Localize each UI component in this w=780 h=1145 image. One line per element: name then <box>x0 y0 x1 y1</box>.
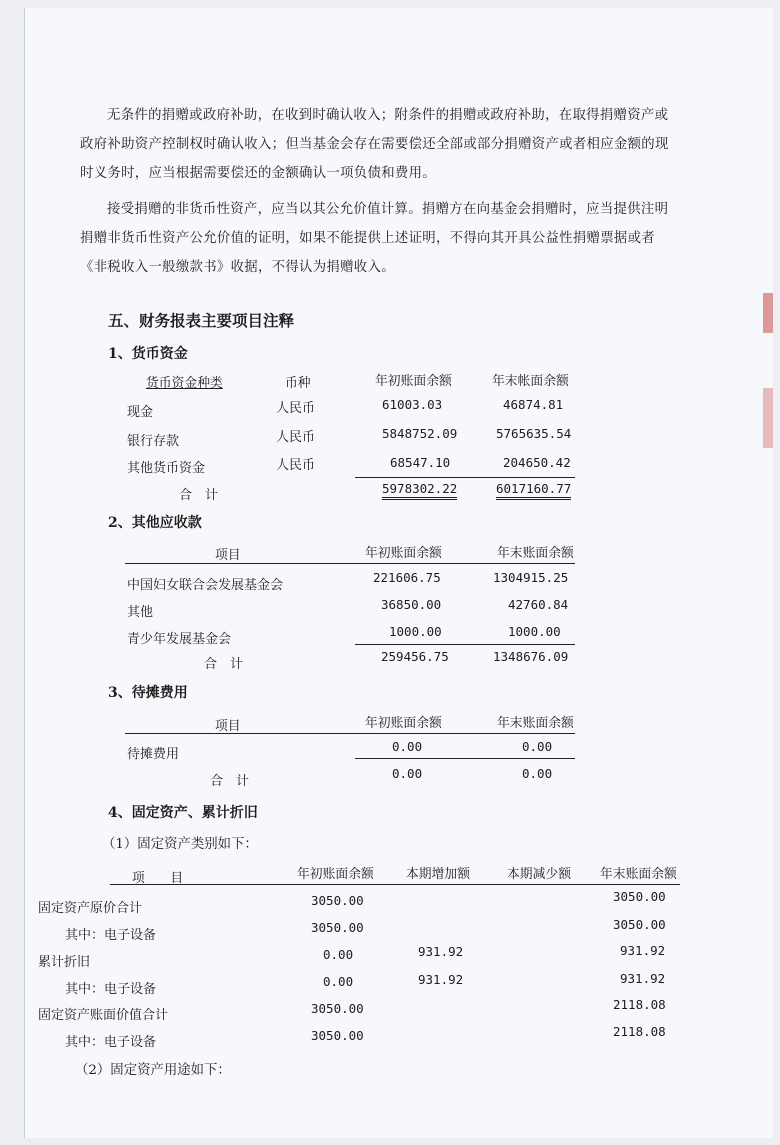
prepaid-total-begin: 0.00 <box>392 766 423 781</box>
receivable-header-end: 年末账面余额 <box>497 546 574 561</box>
intro-paragraph-1: 无条件的捐赠或政府补助，在收到时确认收入；附条件的捐赠或政府补助，在取得捐赠资产或政府补助资产控制权时确认收入；但当基金会存在需要偿还全部或部分捐赠资产或者相应金额的现时义务时，应当根据需要偿还的金额确认一项负债和费用。 <box>80 108 669 181</box>
prepaid-header-rule <box>125 733 575 734</box>
cash-row-type: 其他货币资金 <box>127 461 206 476</box>
fixed-row-end: 2118.08 <box>613 1024 666 1039</box>
cash-header-end: 年末帐面余额 <box>492 374 569 389</box>
receivable-header-begin: 年初账面余额 <box>365 546 442 561</box>
fixed-row-begin: 3050.00 <box>311 1028 364 1043</box>
fixed-row-end: 931.92 <box>620 943 666 958</box>
cash-row-begin: 68547.10 <box>390 455 451 470</box>
prepaid-row-begin: 0.00 <box>392 739 423 754</box>
receivable-row-item: 中国妇女联合会发展基金会 <box>127 578 284 593</box>
receivable-row-end: 1000.00 <box>508 624 561 639</box>
fixed-header-rule <box>110 884 680 885</box>
fixed-header-begin: 年初账面余额 <box>297 867 374 882</box>
fixed-header-add: 本期增加额 <box>406 867 470 882</box>
receivable-row-begin: 36850.00 <box>381 597 442 612</box>
fixed-row-begin: 0.00 <box>323 947 354 962</box>
fixed-row-item: 其中：电子设备 <box>65 928 157 943</box>
fixed-row-begin: 3050.00 <box>311 920 364 935</box>
receivable-row-end: 1304915.25 <box>493 570 569 585</box>
prepaid-row-item: 待摊费用 <box>127 747 180 762</box>
receivable-row-begin: 221606.75 <box>373 570 441 585</box>
fixed-subtitle-2: （2）固定资产用途如下： <box>75 1063 231 1078</box>
fixed-row-end: 931.92 <box>620 971 666 986</box>
intro-paragraph-2: 接受捐赠的非货币性资产，应当以其公允价值计算。捐赠方在向基金会捐赠时，应当提供注明捐赠非货币性资产公允价值的证明，如果不能提供上述证明，不得向其开具公益性捐赠票据或者《非税收入一般缴款书》收据，不得认为捐赠收入。 <box>80 202 669 275</box>
prepaid-title: 3、待摊费用 <box>108 685 188 701</box>
cash-row-end: 5765635.54 <box>496 426 572 441</box>
cash-row-currency: 人民币 <box>276 401 316 416</box>
prepaid-header-end: 年末账面余额 <box>497 716 574 731</box>
fixed-row-begin: 3050.00 <box>311 893 364 908</box>
fixed-row-item: 固定资产原价合计 <box>38 901 143 916</box>
fixed-title: 4、固定资产、累计折旧 <box>108 805 258 821</box>
fixed-row-item: 累计折旧 <box>38 955 91 970</box>
cash-row-type: 现金 <box>127 405 154 420</box>
cash-total-end: 6017160.77 <box>496 481 571 500</box>
cash-header-currency: 币种 <box>285 376 311 391</box>
fixed-row-end: 3050.00 <box>613 889 666 904</box>
cash-total-begin: 5978302.22 <box>382 481 457 500</box>
fixed-header-item: 项 目 <box>132 871 184 886</box>
cash-header-begin: 年初账面余额 <box>375 374 452 389</box>
stamp-mark <box>763 388 773 448</box>
cash-row-type: 银行存款 <box>127 434 180 449</box>
receivable-row-item: 青少年发展基金会 <box>127 632 232 647</box>
prepaid-header-item: 项目 <box>215 719 241 734</box>
fixed-row-begin: 3050.00 <box>311 1001 364 1016</box>
receivable-title: 2、其他应收款 <box>108 515 202 531</box>
cash-row-end: 46874.81 <box>503 397 564 412</box>
prepaid-header-begin: 年初账面余额 <box>365 716 442 731</box>
prepaid-total-rule <box>355 758 575 759</box>
fixed-row-end: 2118.08 <box>613 997 666 1012</box>
cash-row-begin: 5848752.09 <box>382 426 458 441</box>
cash-row-currency: 人民币 <box>276 458 316 473</box>
fixed-row-item: 固定资产账面价值合计 <box>38 1008 169 1023</box>
cash-header-type: 货币资金种类 <box>146 376 223 391</box>
receivable-row-begin: 1000.00 <box>389 624 442 639</box>
cash-title: 1、货币资金 <box>108 346 188 362</box>
fixed-row-item: 其中：电子设备 <box>65 1035 157 1050</box>
fixed-row-end: 3050.00 <box>613 917 666 932</box>
cash-row-begin: 61003.03 <box>382 397 443 412</box>
cash-total-label: 合 计 <box>179 488 219 503</box>
cash-row-currency: 人民币 <box>276 430 316 445</box>
receivable-header-rule <box>125 563 575 564</box>
receivable-header-item: 项目 <box>215 548 241 563</box>
fixed-row-add: 931.92 <box>418 972 464 987</box>
section-title: 五、财务报表主要项目注释 <box>108 311 295 330</box>
fixed-row-item: 其中：电子设备 <box>65 982 157 997</box>
fixed-subtitle-1: （1）固定资产类别如下： <box>102 837 258 852</box>
fixed-header-end: 年末账面余额 <box>600 867 677 882</box>
receivable-row-item: 其他 <box>127 605 154 620</box>
cash-total-rule <box>355 477 575 478</box>
prepaid-total-label: 合 计 <box>210 774 250 789</box>
fixed-row-begin: 0.00 <box>323 974 354 989</box>
receivable-total-rule <box>355 644 575 645</box>
receivable-row-end: 42760.84 <box>508 597 569 612</box>
cash-row-end: 204650.42 <box>503 455 571 470</box>
receivable-total-label: 合 计 <box>204 657 244 672</box>
fixed-header-sub: 本期减少额 <box>507 867 571 882</box>
receivable-total-begin: 259456.75 <box>381 649 449 664</box>
receivable-total-end: 1348676.09 <box>493 649 569 664</box>
prepaid-row-end: 0.00 <box>522 739 553 754</box>
fixed-row-add: 931.92 <box>418 944 464 959</box>
stamp-mark <box>763 293 773 333</box>
prepaid-total-end: 0.00 <box>522 766 553 781</box>
